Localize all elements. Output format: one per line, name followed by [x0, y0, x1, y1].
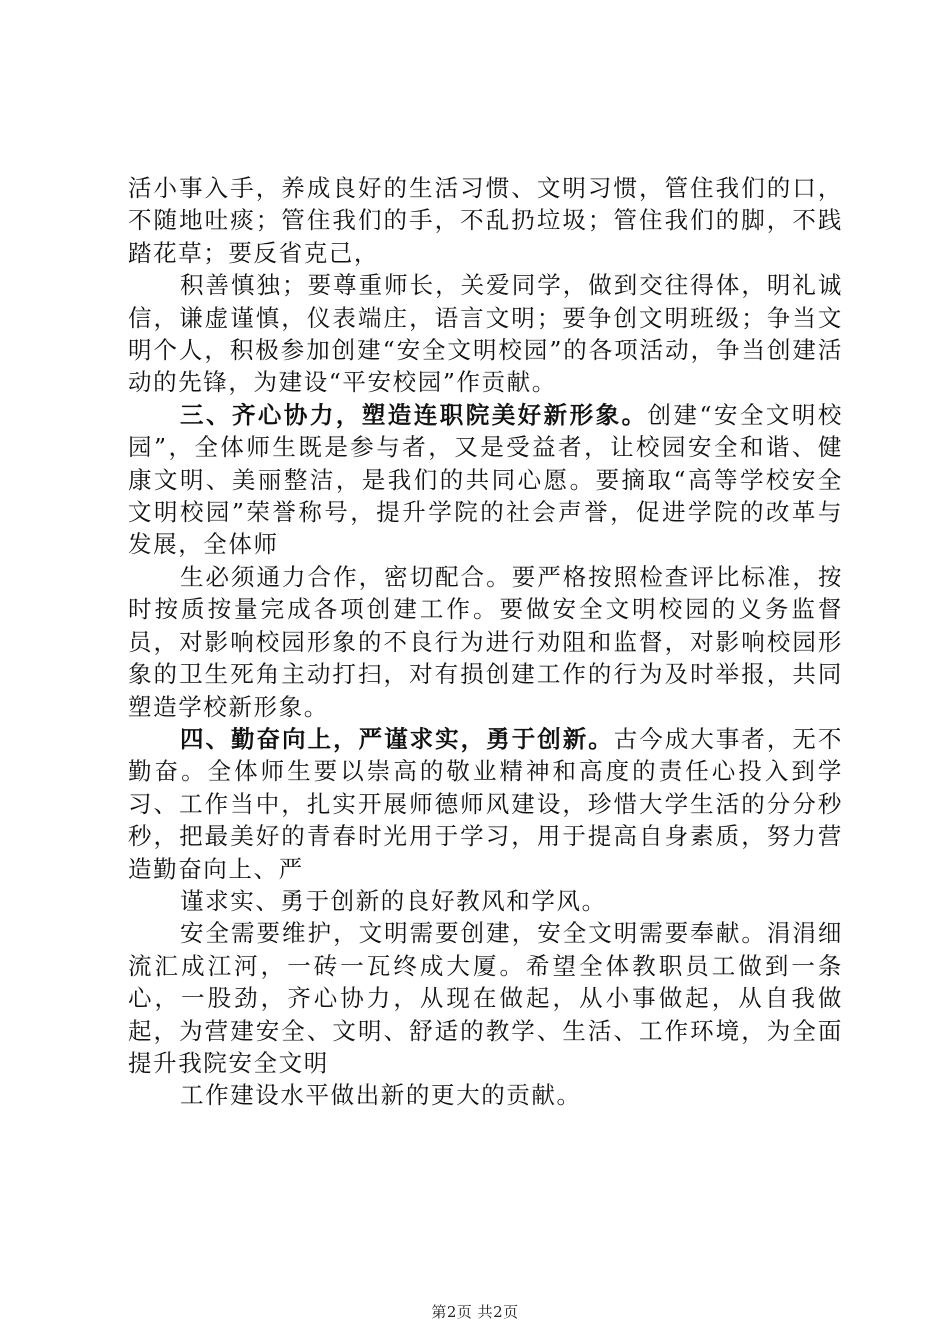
page-number: 第2页 共2页 — [431, 1303, 519, 1321]
paragraph-text: 积善慎独；要尊重师长，关爱同学，做到交往得体，明礼诚信，谦虚谨慎，仪表端庄，语言文明；要争创文明班级；争当文明个人，积极参加创建“安全文明校园”的各项活动，争当创建活动的先锋，为建设“平安校园”作贡献。 — [128, 271, 843, 397]
paragraph-text: 工作建设水平做出新的更大的贡献。 — [180, 1081, 582, 1110]
paragraph-1 — [128, 172, 843, 269]
paragraph-8 — [128, 1079, 843, 1111]
paragraph-text: 生必须通力合作，密切配合。要严格按照检查评比标准，按时按质按量完成各项创建工作。要做安全文明校园的义务监督员，对影响校园形象的不良行为进行劝阻和监督，对影响校园形象的卫生死角主动打扫，对有损创建工作的行为及时举报，共同塑造学校新形象。 — [128, 562, 843, 721]
section-heading-3: 三、齐心协力，塑造连职院美好新形象。 — [180, 400, 648, 429]
paragraph-text: 古今成大事者，无不勤奋。全体师生要以崇高的敬业精神和高度的责任心投入到学习、工作当中，扎实开展师德师风建设，珍惜大学生活的分分秒秒，把最美好的青春时光用于学习，用于提高自身素质，努力营造勤奋向上、严 — [128, 724, 843, 883]
paragraph-6 — [128, 885, 843, 917]
paragraph-text: 谨求实、勇于创新的良好教风和学风。 — [180, 886, 607, 915]
paragraph-text: 安全需要维护，文明需要创建，安全文明需要奉献。涓涓细流汇成江河，一砖一瓦终成大厦。希望全体教职员工做到一条心，一股劲，齐心协力，从现在做起，从小事做起，从自我做起，为营建安全、文明、舒适的教学、生活、工作环境，为全面提升我院安全文明 — [128, 919, 843, 1077]
paragraph-7 — [128, 917, 843, 1079]
paragraph-5 — [128, 723, 843, 885]
paragraph-2 — [128, 269, 843, 399]
paragraph-text: 创建“安全文明校园”，全体师生既是参与者，又是受益者，让校园安全和谐、健康文明、美丽整洁，是我们的共同心愿。要摘取“高等学校安全文明校园”荣誉称号，提升学院的社会声誉，促进学院的改革与发展，全体师 — [128, 400, 843, 559]
paragraph-3 — [128, 399, 843, 561]
section-heading-4: 四、勤奋向上，严谨求实，勇于创新。 — [180, 724, 614, 753]
paragraph-4 — [128, 561, 843, 723]
paragraph-text: 活小事入手，养成良好的生活习惯、文明习惯，管住我们的口，不随地吐痰；管住我们的手，不乱扔垃圾；管住我们的脚，不践踏花草；要反省克己， — [128, 174, 843, 267]
document-body — [128, 172, 843, 1112]
